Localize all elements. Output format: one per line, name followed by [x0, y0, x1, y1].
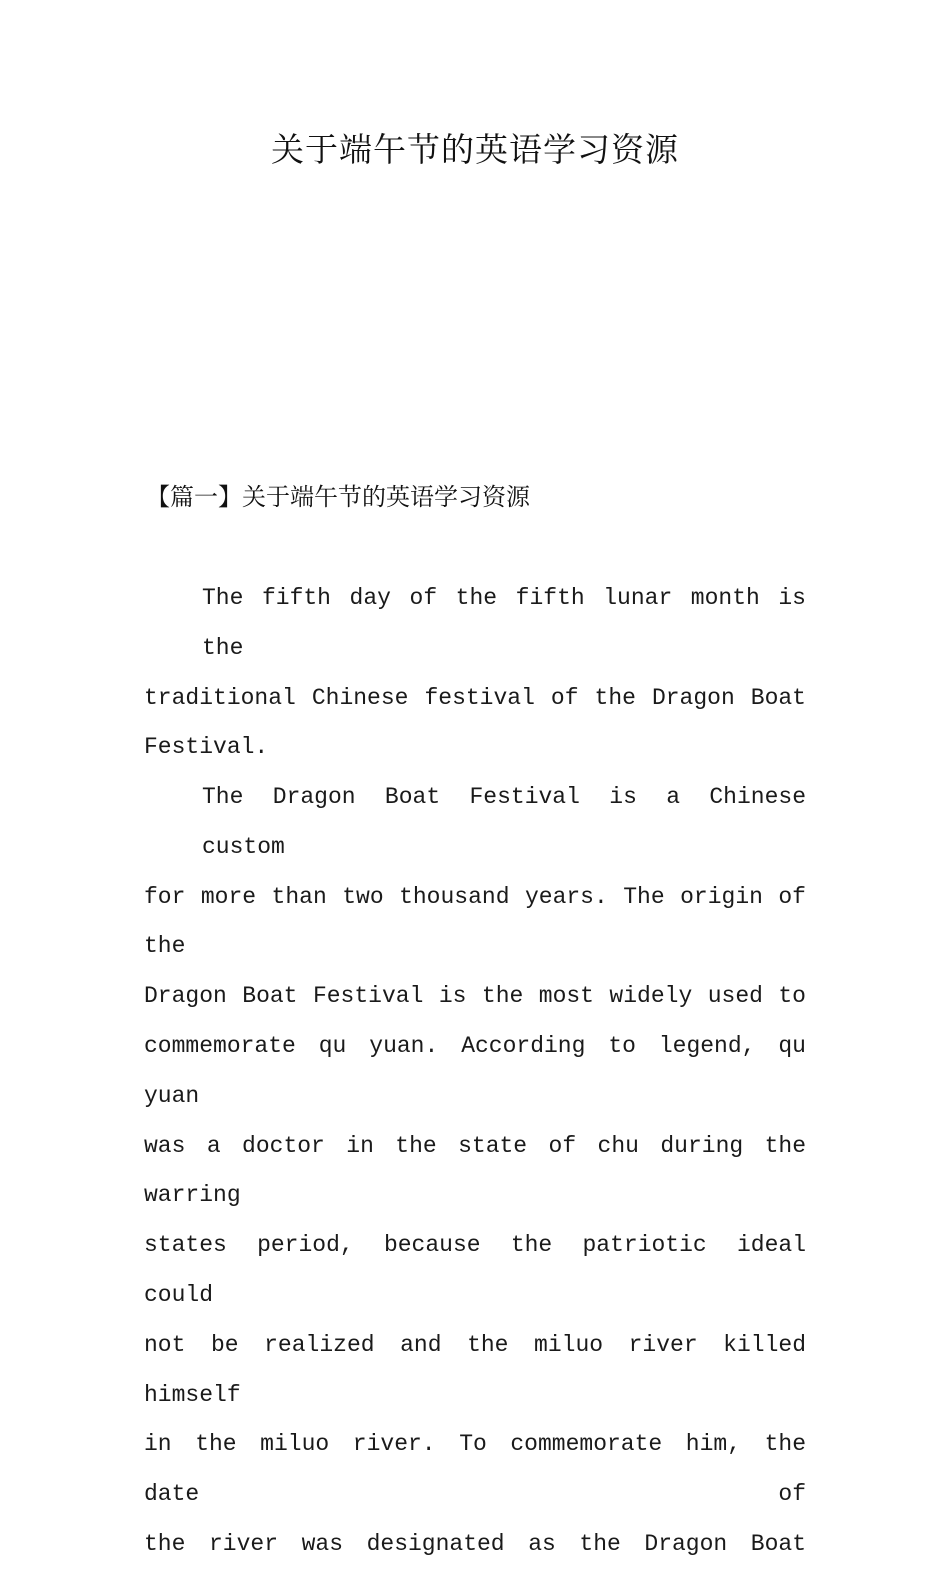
document-title: 关于端午节的英语学习资源: [271, 130, 679, 169]
paragraph-line: traditional Chinese festival of the Dragon Boat: [144, 684, 806, 711]
paragraph-line: the river was designated as the Dragon Boat: [144, 1530, 806, 1557]
paragraph-line: in the miluo river. To commemorate him, the date of: [144, 1431, 806, 1508]
paragraph-line: was a doctor in the state of chu during the warring: [144, 1132, 806, 1209]
paragraph-line: commemorate qu yuan. According to legend, qu yuan: [144, 1032, 806, 1109]
paragraph-line: The fifth day of the fifth lunar month is the: [202, 585, 806, 661]
paragraph-line: not be realized and the miluo river killed himself: [144, 1331, 806, 1408]
paragraph-line: Dragon Boat Festival is the most widely used to: [144, 983, 806, 1010]
paragraph-line: The Dragon Boat Festival is a Chinese custom: [202, 784, 806, 860]
section-heading: 【篇一】关于端午节的英语学习资源: [146, 483, 530, 511]
paragraph-line: states period, because the patriotic ideal could: [144, 1232, 806, 1308]
paragraph-1: [144, 574, 806, 773]
paragraph-2: [144, 773, 806, 1570]
paragraph-line: for more than two thousand years. The origin of the: [144, 883, 806, 960]
paragraph-line: Festival.: [144, 734, 269, 761]
